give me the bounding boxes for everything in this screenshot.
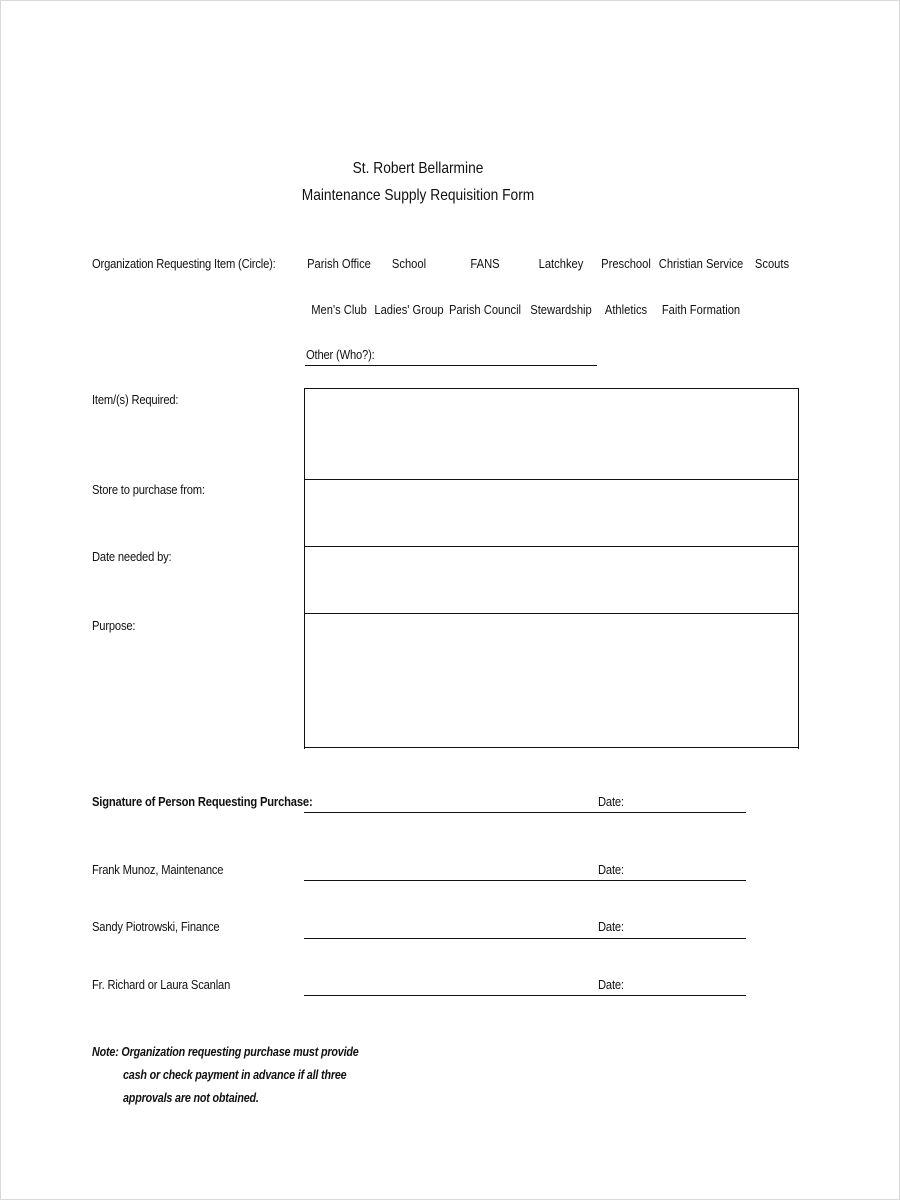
- maintenance-label: Frank Munoz, Maintenance: [92, 862, 224, 877]
- clergy-signature-line[interactable]: [304, 995, 746, 996]
- org-option-fans[interactable]: FANS: [470, 256, 500, 271]
- date-needed-label: Date needed by:: [92, 549, 172, 564]
- requester-signature-line[interactable]: [304, 812, 746, 813]
- other-line[interactable]: [305, 365, 597, 366]
- org-option-latchkey[interactable]: Latchkey: [538, 256, 584, 271]
- org-option-mens-club[interactable]: Men's Club: [311, 302, 367, 317]
- items-label: Item/(s) Required:: [92, 392, 179, 407]
- items-box[interactable]: [304, 388, 799, 480]
- org-option-christian-service[interactable]: Christian Service: [658, 256, 744, 271]
- org-option-school[interactable]: School: [391, 256, 427, 271]
- finance-signature-line[interactable]: [304, 938, 746, 939]
- org-option-ladies-group[interactable]: Ladies' Group: [374, 302, 444, 317]
- org-option-faith-formation[interactable]: Faith Formation: [661, 302, 741, 317]
- store-box[interactable]: [304, 479, 799, 547]
- org-name: St. Robert Bellarmine: [352, 160, 484, 177]
- org-option-parish-council[interactable]: Parish Council: [448, 302, 522, 317]
- note-line-1: Note: Organization requesting purchase must provide: [92, 1045, 359, 1059]
- org-option-athletics[interactable]: Athletics: [604, 302, 648, 317]
- organization-label: Organization Requesting Item (Circle):: [92, 256, 276, 271]
- purpose-box[interactable]: [304, 613, 799, 749]
- note-line-2: cash or check payment in advance if all three: [123, 1068, 347, 1082]
- other-label: Other (Who?):: [306, 347, 375, 362]
- clergy-date-label: Date:: [598, 977, 624, 992]
- finance-date-label: Date:: [598, 919, 624, 934]
- maintenance-date-label: Date:: [598, 862, 624, 877]
- note-line-3: approvals are not obtained.: [123, 1091, 259, 1105]
- clergy-label: Fr. Richard or Laura Scanlan: [92, 977, 231, 992]
- maintenance-signature-line[interactable]: [304, 880, 746, 881]
- org-option-parish-office[interactable]: Parish Office: [307, 256, 371, 271]
- store-label: Store to purchase from:: [92, 482, 205, 497]
- finance-label: Sandy Piotrowski, Finance: [92, 919, 220, 934]
- date-needed-box[interactable]: [304, 546, 799, 614]
- purpose-box-bottom: [304, 747, 798, 748]
- purpose-label: Purpose:: [92, 618, 136, 633]
- org-option-stewardship[interactable]: Stewardship: [530, 302, 592, 317]
- requester-date-label: Date:: [598, 794, 624, 809]
- form-title: Maintenance Supply Requisition Form: [301, 187, 535, 204]
- org-option-preschool[interactable]: Preschool: [601, 256, 651, 271]
- org-option-scouts[interactable]: Scouts: [754, 256, 790, 271]
- requester-signature-label: Signature of Person Requesting Purchase:: [92, 794, 313, 809]
